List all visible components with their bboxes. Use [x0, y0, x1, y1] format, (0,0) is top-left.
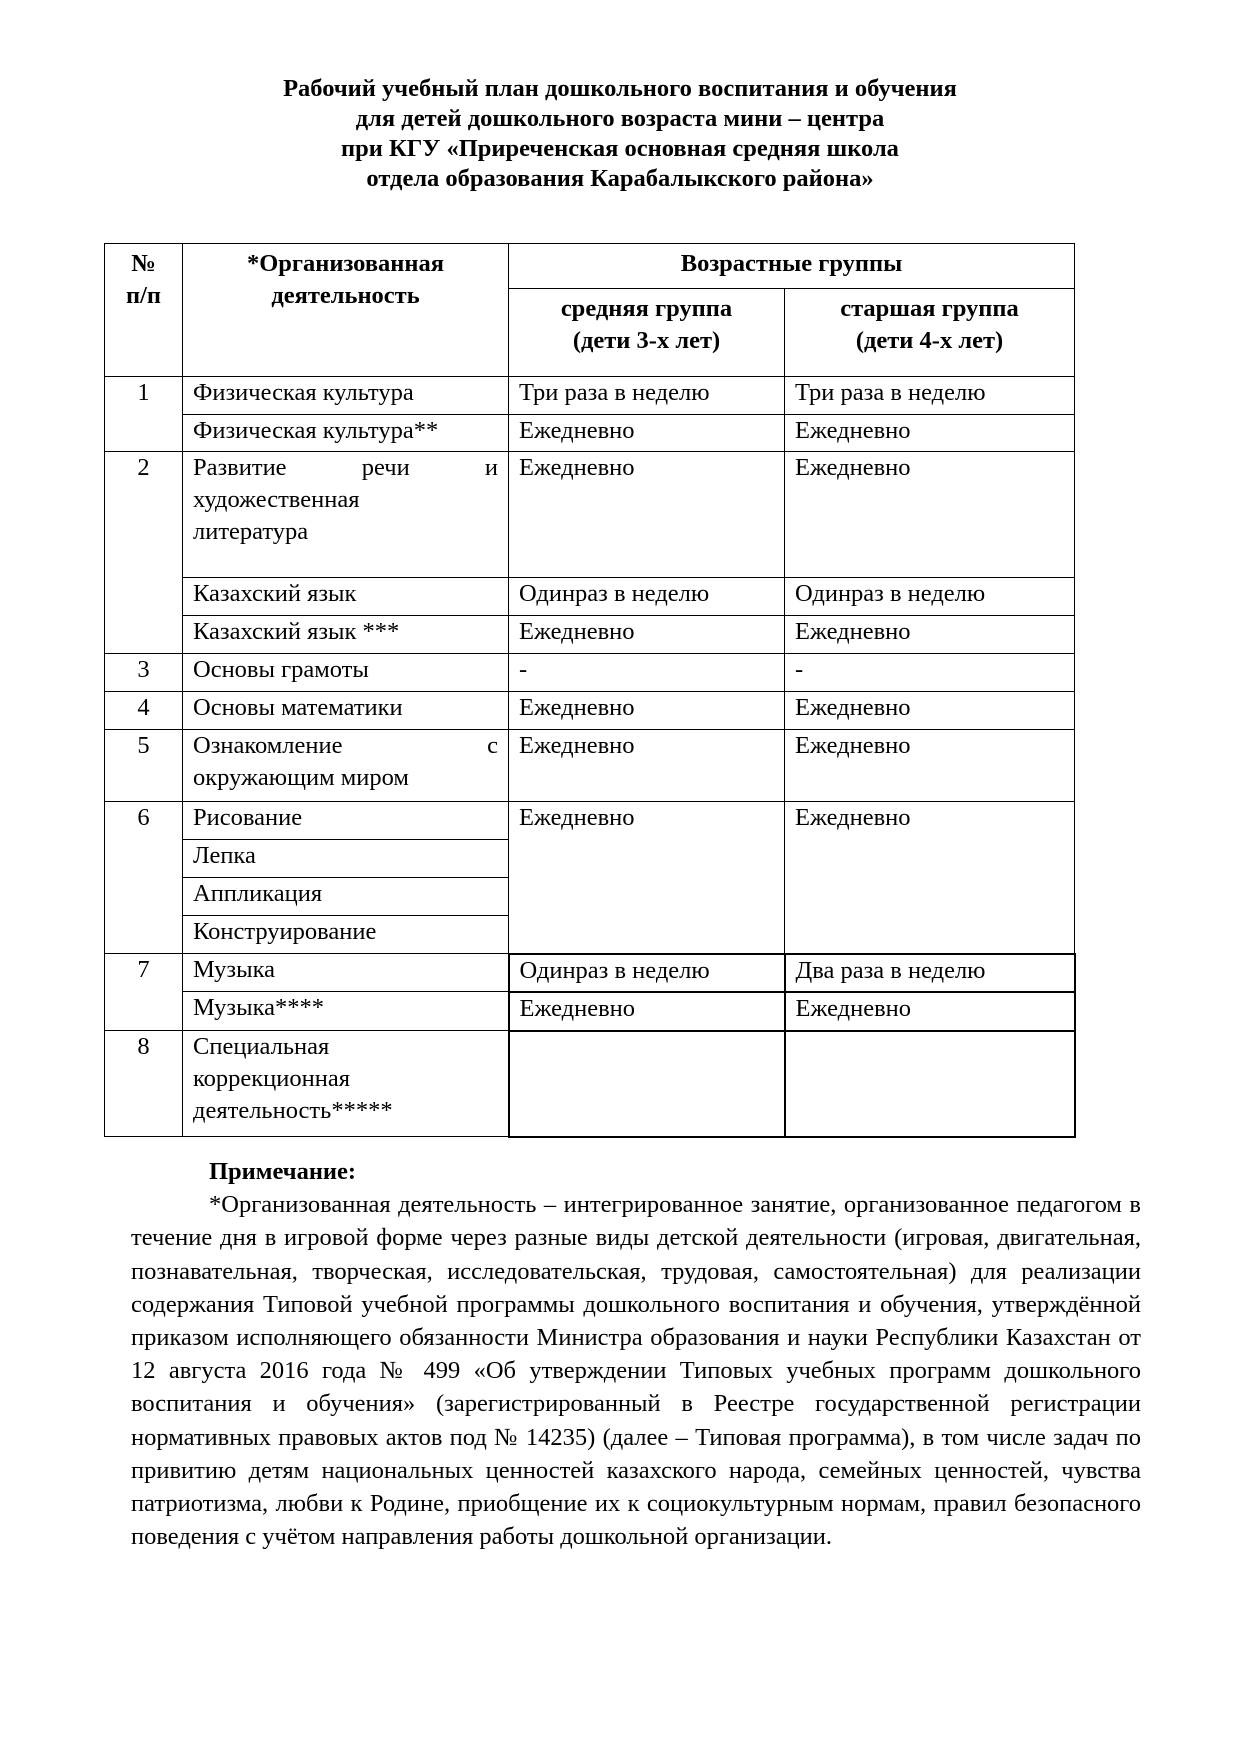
senior-group-cell: Ежедневно	[785, 692, 1075, 730]
notes-paragraph: *Организованная деятельность – интегрированное занятие, организованное педагогом в течение дня в игровой форме через разные виды детской деятельности (игровая, двигательная, познавательная, творческая, исследовательская, трудовая, самостоятельная) для реализации содержания Типовой учебной программы дошкольного воспитания и обучения, утверждённой приказом исполняющего обязанности Министра образования и науки Республики Казахстан от 12 августа 2016 года № 499 «Об утверждении Типовых учебных программ дошкольного воспитания и обучения» (зарегистрированный в Реестре государственной регистрации нормативных правовых актов под № 14235) (далее – Типовая программа), в том числе задач по привитию детям национальных ценностей казахского народа, семейных ценностей, чувства патриотизма, любви к Родине, приобщение их к социокультурным нормам, правил безопасного поведения с учётом направления работы дошкольной организации.	[131, 1191, 1141, 1551]
senior-group-cell: Ежедневно	[785, 415, 1075, 452]
row-number: 7	[105, 954, 183, 1031]
document-title	[0, 74, 1240, 194]
table-row	[105, 452, 1075, 578]
title-line: при КГУ «Приреченская основная средняя школа	[341, 135, 899, 162]
activity-cell: Музыка****	[183, 992, 509, 1031]
senior-group-cell: Ежедневно	[785, 616, 1075, 654]
activity-cell: Основы математики	[183, 692, 509, 730]
activity-cell: Основы грамоты	[183, 654, 509, 692]
table-row	[105, 692, 1075, 730]
activity-cell: Ознакомление с окружающим миром	[183, 730, 509, 802]
title-line: Рабочий учебный план дошкольного воспитания и обучения	[283, 75, 957, 102]
senior-group-cell: -	[785, 654, 1075, 692]
curriculum-table	[104, 243, 1076, 1138]
table-row	[105, 954, 1075, 992]
activity-cell: Физическая культура	[183, 377, 509, 415]
middle-group-cell: -	[509, 654, 785, 692]
senior-group-cell: Ежедневно	[785, 730, 1075, 802]
activity-cell: Казахский язык ***	[183, 616, 509, 654]
table-row	[105, 578, 1075, 616]
activity-cell: Лепка	[183, 840, 509, 878]
activity-cell: Физическая культура**	[183, 415, 509, 452]
middle-group-cell: Ежедневно	[509, 992, 785, 1031]
senior-group-cell: Ежедневно	[785, 802, 1075, 954]
row-number: 3	[105, 654, 183, 692]
activity-cell: Развитие речи и художественная литература	[183, 452, 509, 578]
middle-group-cell: Ежедневно	[509, 452, 785, 578]
row-number: 2	[105, 452, 183, 654]
middle-group-cell: Одинраз в неделю	[509, 954, 785, 992]
middle-group-cell: Одинраз в неделю	[509, 578, 785, 616]
row-number: 5	[105, 730, 183, 802]
table-row	[105, 730, 1075, 802]
middle-group-cell: Ежедневно	[509, 692, 785, 730]
activity-cell: Конструирование	[183, 916, 509, 954]
title-line: для детей дошкольного возраста мини – центра	[355, 105, 885, 132]
middle-group-cell	[509, 1031, 785, 1137]
senior-group-cell: Три раза в неделю	[785, 377, 1075, 415]
row-number: 4	[105, 692, 183, 730]
table-row	[105, 802, 1075, 840]
middle-group-cell: Три раза в неделю	[509, 377, 785, 415]
row-number: 6	[105, 802, 183, 954]
activity-cell: Рисование	[183, 802, 509, 840]
senior-group-cell: Ежедневно	[785, 452, 1075, 578]
notes-heading: Примечание:	[209, 1158, 357, 1185]
notes-section	[131, 1155, 1141, 1553]
senior-group-cell: Одинраз в неделю	[785, 578, 1075, 616]
row-number: 1	[105, 377, 183, 452]
header-middle-group: средняя группа (дети 3-х лет)	[509, 289, 785, 377]
activity-cell: Музыка	[183, 954, 509, 992]
header-number: № п/п	[105, 244, 183, 377]
header-age-groups: Возрастные группы	[509, 244, 1075, 289]
table-row	[105, 1031, 1075, 1137]
senior-group-cell: Ежедневно	[785, 992, 1075, 1031]
activity-cell: Специальная коррекционная деятельность*****	[183, 1031, 509, 1137]
senior-group-cell: Два раза в неделю	[785, 954, 1075, 992]
header-senior-group: старшая группа (дети 4-х лет)	[785, 289, 1075, 377]
table-row	[105, 377, 1075, 415]
table-row	[105, 415, 1075, 452]
activity-cell: Аппликация	[183, 878, 509, 916]
title-line: отдела образования Карабалыкского района»	[366, 165, 874, 192]
table-row	[105, 616, 1075, 654]
middle-group-cell: Ежедневно	[509, 802, 785, 954]
middle-group-cell: Ежедневно	[509, 415, 785, 452]
row-number: 8	[105, 1031, 183, 1137]
senior-group-cell	[785, 1031, 1075, 1137]
header-activity: *Организованная деятельность	[183, 244, 509, 377]
table-row	[105, 654, 1075, 692]
middle-group-cell: Ежедневно	[509, 730, 785, 802]
activity-cell: Казахский язык	[183, 578, 509, 616]
table-row	[105, 992, 1075, 1031]
middle-group-cell: Ежедневно	[509, 616, 785, 654]
